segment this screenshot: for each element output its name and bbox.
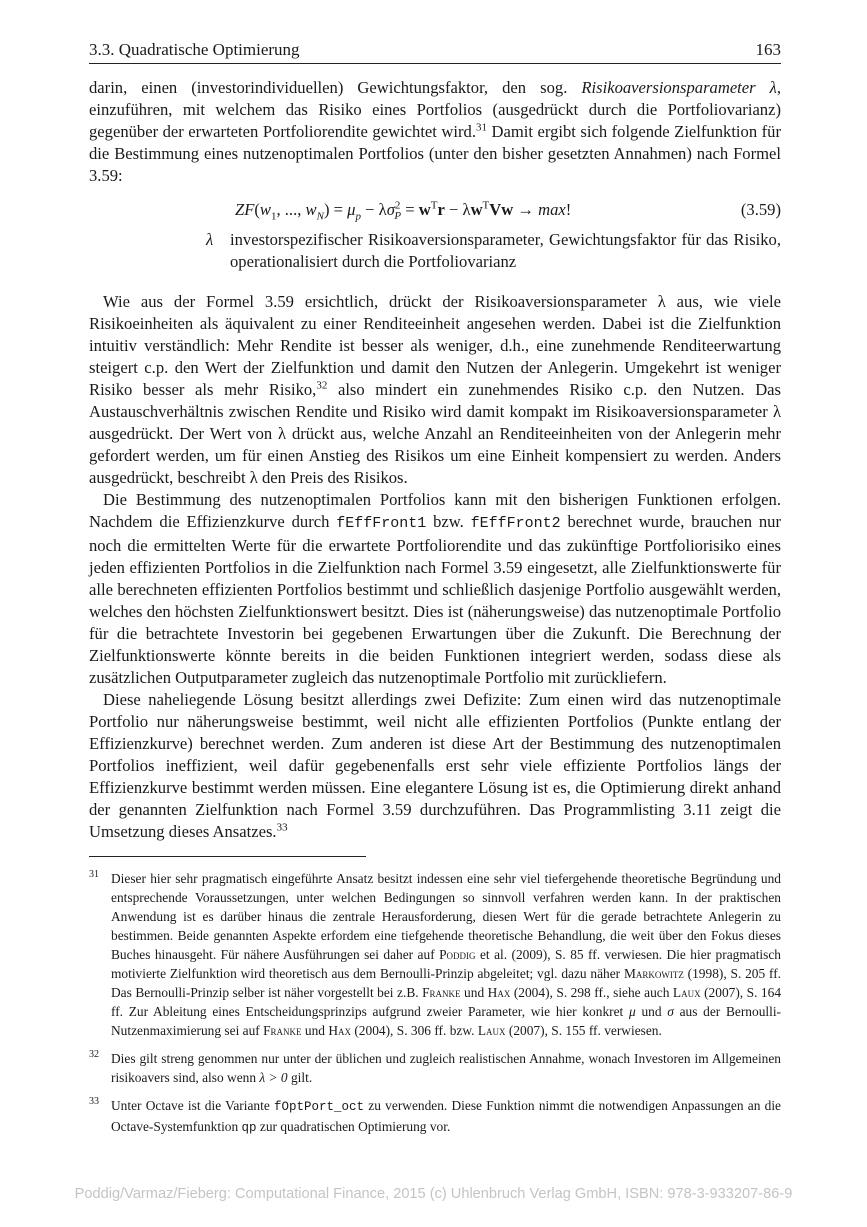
equation-body: $ZF(w_1$, ..., $w_N) = \mu_p - \lambda\sigma^2_P = w^Tr - \lambda w^TVw \to \max$! xyxy=(235,199,572,223)
paragraph-1: darin, einen (investorindividuellen) Gewichtungsfaktor, den sog. Risikoaversionsparameter λ, einzuführen, mit welchem das Risiko eines Portfolios (ausgedrückt durch die Portfoliovarianz) gegenüber der erwarteten Portfoliorendite gewichtet wird.$^{31}$ Damit ergibt sich folgende Zielfunktion für die Bestimmung eines nutzenoptimalen Portfolios (unter den bisher gesetzten Annahmen) nach Formel 3.59: xyxy=(89,78,782,185)
footnote-divider xyxy=(89,856,366,857)
footnote-31: 31 Dieser hier sehr pragmatisch eingeführte Ansatz besitzt indessen eine sehr viel tiefergehende theoretische Begründung und entsprechende Voraussetzungen, unter welchen Bedingungen so sinnvoll verfahren werden kann. In der praktischen Anwendung ist es darüber hinaus die zentrale Herausforderung, diesen Wert für die gerade betrachtete Anlegerin zu bestimmen. Beide genannten Aspekte erfordem eine tiefgehende theoretische Behandlung, die weit über den Fokus dieses Buches hinausgeht. Für nähere Ausführungen sei daher auf Poddig et al. (2009), S. 85 ff. verwiesen. Die hier pragmatisch motivierte Zielfunktion wird theoretisch aus dem Bernoulli-Prinzip abgeleitet; vgl. dazu näher Markowitz (1998), S. 205 ff. Das Bernoulli-Prinzip selber ist näher vorgestellt bei z.B. Franke und Hax (2004), S. 298 ff., siehe auch Laux (2007), S. 164 ff. Zur Ableitung eines Entscheidungsprinzips aufgrund zweier Parameter, wie hier konkret μ und σ aus der Bernoulli-Nutzenmaximierung sei auf Franke und Hax (2004), S. 306 ff. bzw. Laux (2007), S. 155 ff. verwiesen. xyxy=(89,869,781,1040)
equation-number: (3.59) xyxy=(740,200,781,219)
footnote-number: 32 xyxy=(89,1049,99,1060)
code-fOptPort_oct: fOptPort_oct xyxy=(274,1100,365,1114)
footnotes xyxy=(89,869,781,1138)
equation-3-59 xyxy=(89,193,781,227)
symbol-definition: λ investorspezifischer Risikoaversionsparameter, Gewichtungsfaktor für das Risiko, operationalisiert durch die Portfoliovarianz xyxy=(206,230,781,271)
running-header xyxy=(89,40,781,64)
paragraph-3: Die Bestimmung des nutzenoptimalen Portfolios kann mit den bisherigen Funktionen erfolgen. Nachdem die Effizienzkurve durch fEffFront1 bzw. fEffFront2 berechnet wurde, brauchen nur noch die ermittelten Werte für die erwartete Portfoliorendite und das zukünftige Portfoliorisiko eines jeden effizienten Portfolios in die Zielfunktion nach Formel 3.59 eingesetzt, alle Zielfunktionswerte für alle berechneten effizienten Portfolios bestimmt und schließlich dasjenige Portfolio ausgewählt werden, welches den höchsten Zielfunktionswert besitzt. Dies ist (näherungsweise) das nutzenoptimale Portfolio für die betrachtete Investorin bei gegebenen Erwartungen über die Zukunft. Die Berechnung der Zielfunktionswerte könnte bereits in die beiden Funktionen integriert werden, sodass diese als zusätzlichen Outputparameter zugleich das nutzenoptimale Portfolio mit zurückliefern. xyxy=(89,490,781,687)
paragraph-4: Diese naheliegende Lösung besitzt allerdings zwei Defizite: Zum einen wird das nutzenoptimale Portfolio nur näherungsweise bestimmt, weil nicht alle effizienten Portfolios (Punkte entlang der Effizienzkurve) berechnet werden. Zum anderen ist diese Art der Bestimmung des nutzenoptimalen Portfolios ineffizient, weil dafür gegebenenfalls erst sehr viele effiziente Portfolios längs der Effizienzkurve bestimmt werden müssen. Eine elegantere Lösung ist es, die Optimierung direkt anhand der genannten Zielfunktion nach Formel 3.59 durchzuführen. Das Programmlisting 3.11 zeigt die Umsetzung dieses Ansatzes.$^{33}$ xyxy=(89,690,781,841)
book-page xyxy=(89,40,781,1147)
term-risk-aversion: Risikoaversionsparameter λ xyxy=(581,78,777,97)
footnote-number: 31 xyxy=(89,869,99,880)
lambda-symbol: λ xyxy=(206,230,214,249)
footnote-ref-32[interactable]: 32 xyxy=(316,379,328,392)
footnote-32: 32 Dies gilt streng genommen nur unter der üblichen und zugleich realistischen Annahme, wonach Investoren im Allgemeinen risikoavers sind, also wenn λ > 0 gilt. xyxy=(89,1049,781,1087)
body-text xyxy=(89,77,781,843)
page-number: 163 xyxy=(755,40,781,59)
footnote-ref-31[interactable]: 31 xyxy=(475,121,487,134)
copyright-notice: Poddig/Varmaz/Fieberg: Computational Finance, 2015 (c) Uhlenbruch Verlag GmbH, ISBN: 978-3-933207-86-9 xyxy=(74,1186,793,1202)
footnote-ref-33[interactable]: 33 xyxy=(276,821,288,834)
paragraph-2: Wie aus der Formel 3.59 ersichtlich, drückt der Risikoaversionsparameter λ aus, wie viele Risikoeinheiten als äquivalent zu einer Renditeeinheit angesehen werden. Dabei ist die Zielfunktion intuitiv verständlich: Mehr Rendite ist besser als weniger, d.h., eine zunehmende Renditeerwartung steigert c.p. den Wert der Zielfunktion und damit den Nutzen der Anlegerin. Umgekehrt ist weniger Risiko besser als mehr Risiko,$^{32}$ also mindert ein zunehmendes Risiko c.p. den Nutzen. Das Austauschverhältnis zwischen Rendite und Risiko wird damit kompakt im Risikoaversionsparameter λ ausgedrückt. Der Wert von λ drückt aus, welche Anzahl an Renditeeinheiten von der Anlegerin mehr gefordert werden, um für einen Anstieg des Risikos um eine Einheit kompensiert zu werden. Anders ausgedrückt, beschreibt λ den Preis des Risikos. xyxy=(89,292,782,487)
code-qp: qp xyxy=(241,1121,257,1135)
code-fEffFront2: fEffFront2 xyxy=(470,515,561,532)
footnote-number: 33 xyxy=(89,1096,99,1107)
footnote-33: 33 Unter Octave ist die Variante fOptPort_oct zu verwenden. Diese Funktion nimmt die notwendigen Anpassungen an die Octave-Systemfunktion qp zur quadratischen Optimierung vor. xyxy=(89,1096,781,1138)
code-fEffFront1: fEffFront1 xyxy=(336,515,427,532)
section-title: 3.3. Quadratische Optimierung xyxy=(89,40,300,59)
